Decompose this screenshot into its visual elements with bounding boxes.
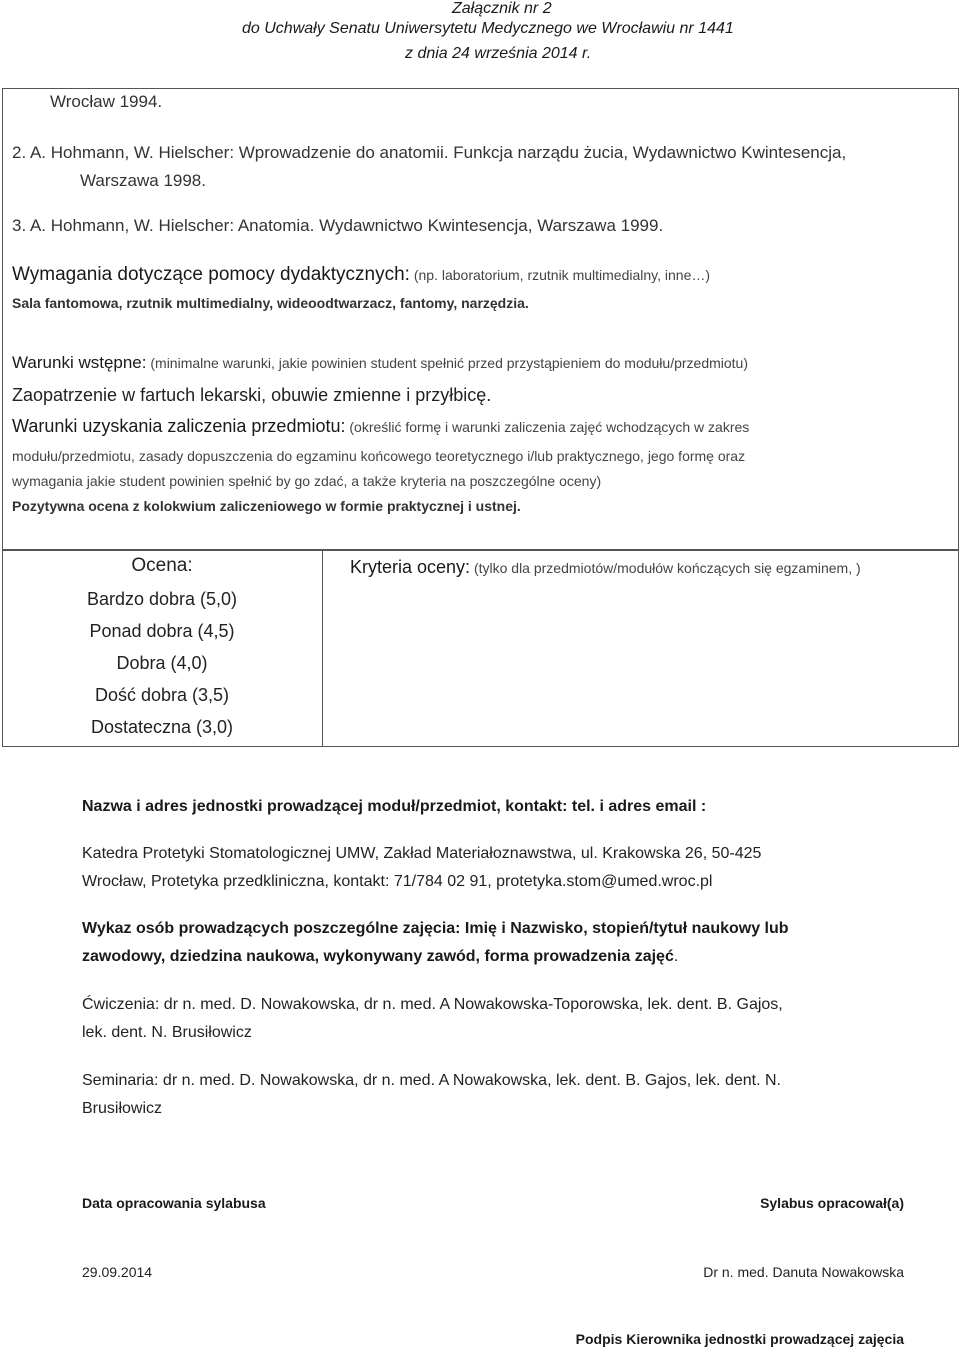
unit-line-2: Wrocław, Protetyka przedkliniczna, kontakt: 71/784 02 91, protetyka.stom@umed.wroc.pl [82, 873, 713, 890]
requirements-heading: Wymagania dotyczące pomocy dydaktycznych: [12, 264, 410, 285]
seminars-line-2: Brusiłowicz [82, 1100, 163, 1117]
prerequisites-heading: Warunki wstępne: [12, 353, 147, 372]
signature-label: Podpis Kierownika jednostki prowadzącej zajęcia [575, 1331, 904, 1347]
grade-3-5: Dość dobra (3,5) [94, 685, 230, 705]
passing-hint-2: modułu/przedmiotu, zasady dopuszczenia do egzaminu końcowego teoretycznego i/lub praktycznego, jego formę oraz [12, 448, 746, 464]
grade-column-header: Ocena: [131, 555, 193, 576]
passing-hint-1: (określić formę i warunki zaliczenia zajęć wchodzących w zakres [345, 419, 750, 435]
unit-line-1: Katedra Protetyki Stomatologicznej UMW, Zakład Materiałoznawstwa, ul. Krakowska 26, 50-425 [82, 845, 762, 862]
staff-heading-2-row [82, 948, 678, 966]
grade-4-5: Ponad dobra (4,5) [89, 621, 235, 641]
criteria-hint: (tylko dla przedmiotów/modułów kończących się egzaminem, ) [470, 560, 861, 576]
passing-hint-3: wymagania jakie student powinien spełnić by go zdać, a także kryteria na poszczególne oceny) [12, 473, 602, 489]
author-value: Dr n. med. Danuta Nowakowska [703, 1264, 904, 1280]
requirements-value: Sala fantomowa, rzutnik multimedialny, wideoodtwarzacz, fantomy, narzędzia. [12, 295, 529, 311]
grading-table-divider [322, 550, 323, 747]
unit-heading: Nazwa i adres jednostki prowadzącej moduł/przedmiot, kontakt: tel. i adres email : [82, 798, 707, 815]
header-line-2: do Uchwały Senatu Uniwersytetu Medycznego we Wrocławiu nr 1441 [242, 20, 734, 37]
passing-value: Pozytywna ocena z kolokwium zaliczeniowego w formie praktycznej i ustnej. [12, 498, 521, 514]
exercises-line-2: lek. dent. N. Brusiłowicz [82, 1024, 252, 1041]
header-line-1: Załącznik nr 2 [452, 0, 552, 17]
staff-heading-end: . [673, 948, 679, 965]
passing-heading-row [12, 416, 749, 437]
header-line-3: z dnia 24 września 2014 r. [405, 45, 592, 62]
passing-heading: Warunki uzyskania zaliczenia przedmiotu: [12, 416, 346, 436]
staff-heading-2: zawodowy, dziedzina naukowa, wykonywany zawód, forma prowadzenia zajęć [82, 948, 674, 965]
grade-5-0: Bardzo dobra (5,0) [86, 589, 238, 609]
literature-line-0: Wrocław 1994. [50, 92, 163, 111]
date-value: 29.09.2014 [82, 1264, 153, 1280]
criteria-column-header: Kryteria oceny: [350, 557, 471, 577]
literature-item-2-cont: Warszawa 1998. [80, 171, 206, 190]
requirements-hint: (np. laboratorium, rzutnik multimedialny, inne…) [409, 267, 711, 283]
prerequisites-heading-row [12, 353, 748, 373]
literature-item-3: 3. A. Hohmann, W. Hielscher: Anatomia. Wydawnictwo Kwintesencja, Warszawa 1999. [12, 216, 664, 235]
literature-item-2: 2. A. Hohmann, W. Hielscher: Wprowadzenie do anatomii. Funkcja narządu żucia, Wydawnictwo Kwintesencja, [12, 143, 847, 162]
grade-4-0: Dobra (4,0) [116, 653, 208, 673]
prerequisites-hint: (minimalne warunki, jakie powinien student spełnić przed przystąpieniem do modułu/przedmiotu) [146, 355, 748, 371]
exercises-line-1: Ćwiczenia: dr n. med. D. Nowakowska, dr n. med. A Nowakowska-Toporowska, lek. dent. B. Gajos, [82, 996, 783, 1013]
criteria-header-row [350, 557, 861, 578]
requirements-heading-row [12, 264, 710, 286]
staff-heading-1: Wykaz osób prowadzących poszczególne zajęcia: Imię i Nazwisko, stopień/tytuł naukowy lub [82, 920, 789, 937]
date-label: Data opracowania sylabusa [82, 1195, 266, 1211]
author-label: Sylabus opracował(a) [760, 1195, 904, 1211]
grade-3-0: Dostateczna (3,0) [90, 717, 234, 737]
prerequisites-value: Zaopatrzenie w fartuch lekarski, obuwie zmienne i przyłbicę. [12, 385, 492, 405]
seminars-line-1: Seminaria: dr n. med. D. Nowakowska, dr n. med. A Nowakowska, lek. dent. B. Gajos, lek. dent. N. [82, 1072, 781, 1089]
